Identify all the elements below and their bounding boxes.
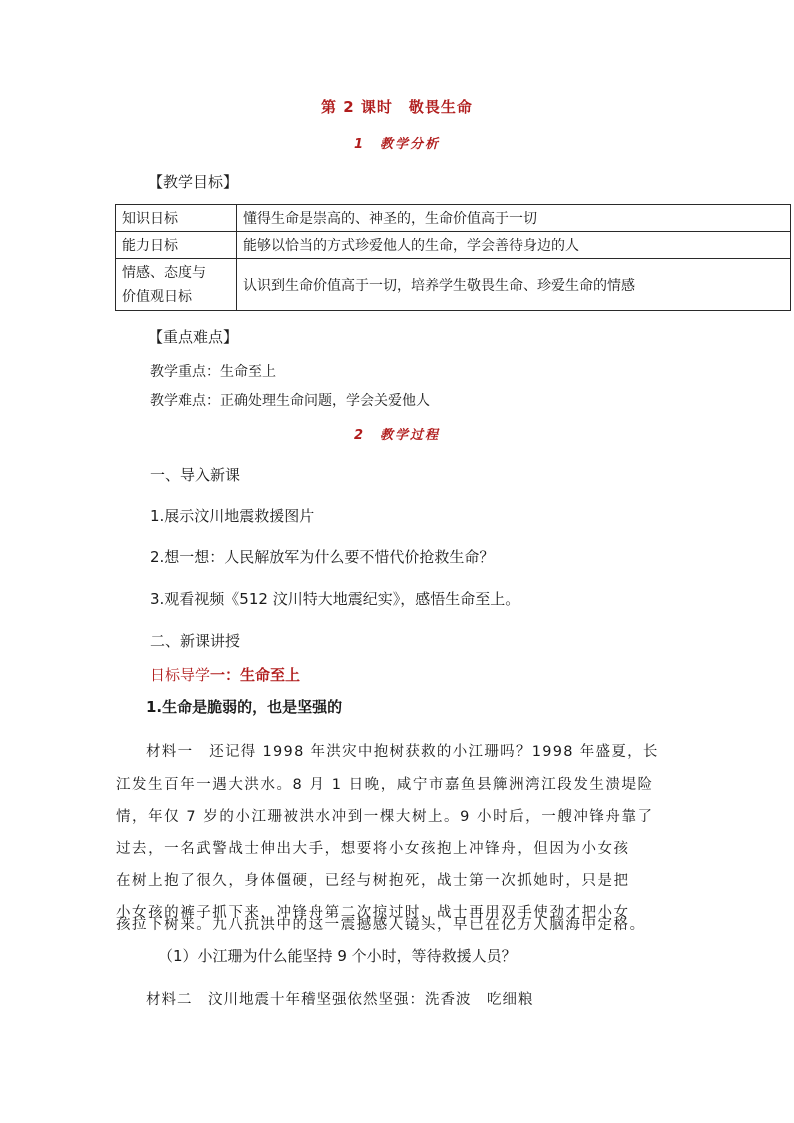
goal-row-emotion: [116, 259, 791, 311]
goal-label-line: 价值观日标: [122, 288, 192, 305]
lesson-title: 第 2 课时 敬畏生命: [321, 98, 473, 116]
material-line: 小女孩的裤子抓下来，冲锋舟第二次掠过时，战士再用双手使劲才把小女: [116, 905, 630, 921]
intro-item: 2.想一想：人民解放军为什么要不惜代价抢救生命？: [150, 548, 495, 566]
material-line: 情，年仅 7 岁的小江珊被洪水冲到一棵大树上。9 小时后，一艘冲锋舟靠了: [116, 809, 654, 825]
section2-heading: 二、新课讲授: [150, 632, 241, 650]
material-line: 在树上抱了很久，身体僵硬，已经与树抱死，战士第一次抓她时，只是把: [116, 873, 630, 889]
goal-content: 懂得生命是崇高的、神圣的，生命价值高于一切: [237, 205, 791, 232]
material-line: 江发生百年一遇大洪水。8 月 1 日晚，咸宁市嘉鱼县簰洲湾江段发生溃堤险: [116, 777, 654, 793]
goal-label: [116, 259, 237, 311]
material-line: 材料一 还记得 1998 年洪灾中抱树获救的小江珊吗？1998 年盛夏，长: [146, 744, 659, 760]
material-2: 材料二 汶川地震十年稽坚强依然坚强：洗香波 吃细粮: [146, 992, 534, 1008]
intro-item: 3.观看视频《512 汶川特大地震纪实》，感悟生命至上。: [150, 590, 521, 608]
target-label-highlight: 一：生命至上: [210, 666, 301, 684]
section1-heading: 一、导入新课: [150, 466, 241, 484]
goals-table: [115, 204, 791, 311]
process-heading: 2 教学过程: [353, 428, 441, 443]
goal-label: 知识日标: [116, 205, 237, 232]
intro-item: 1.展示汶川地震救援图片: [150, 507, 315, 525]
goal-label-line: 情感、态度与: [122, 264, 206, 281]
goal-row-knowledge: [116, 205, 791, 232]
goal-content: 认识到生命价值高于一切，培养学生敬畏生命、珍爱生命的情感: [237, 259, 791, 311]
key-point: 教学重点：生命至上: [150, 364, 276, 380]
point-heading: 1.生命是脆弱的，也是坚强的: [146, 698, 343, 716]
goal-label: 能力日标: [116, 232, 237, 259]
key-heading: 【重点难点】: [148, 328, 239, 346]
question-1: （1）小江珊为什么能坚持 9 个小时，等待救援人员？: [158, 947, 517, 965]
material-line: 过去，一名武警战士伸出大手，想要将小女孩抱上冲锋舟，但因为小女孩: [116, 841, 630, 857]
analysis-heading: 1 教学分析: [353, 137, 441, 152]
material-line: 孩拉下树来。九八抗洪中的这一震撼感人镜头，早已在亿万人脑海中定格。: [116, 917, 646, 933]
target-label-prefix: 日标导学: [150, 666, 211, 684]
goal-row-ability: [116, 232, 791, 259]
difficult-point: 教学难点：正确处理生命问题，学会关爱他人: [150, 393, 430, 409]
goal-content: 能够以恰当的方式珍爱他人的生命，学会善待身边的人: [237, 232, 791, 259]
goals-heading: 【教学目标】: [148, 173, 239, 191]
target-label: [150, 664, 300, 685]
